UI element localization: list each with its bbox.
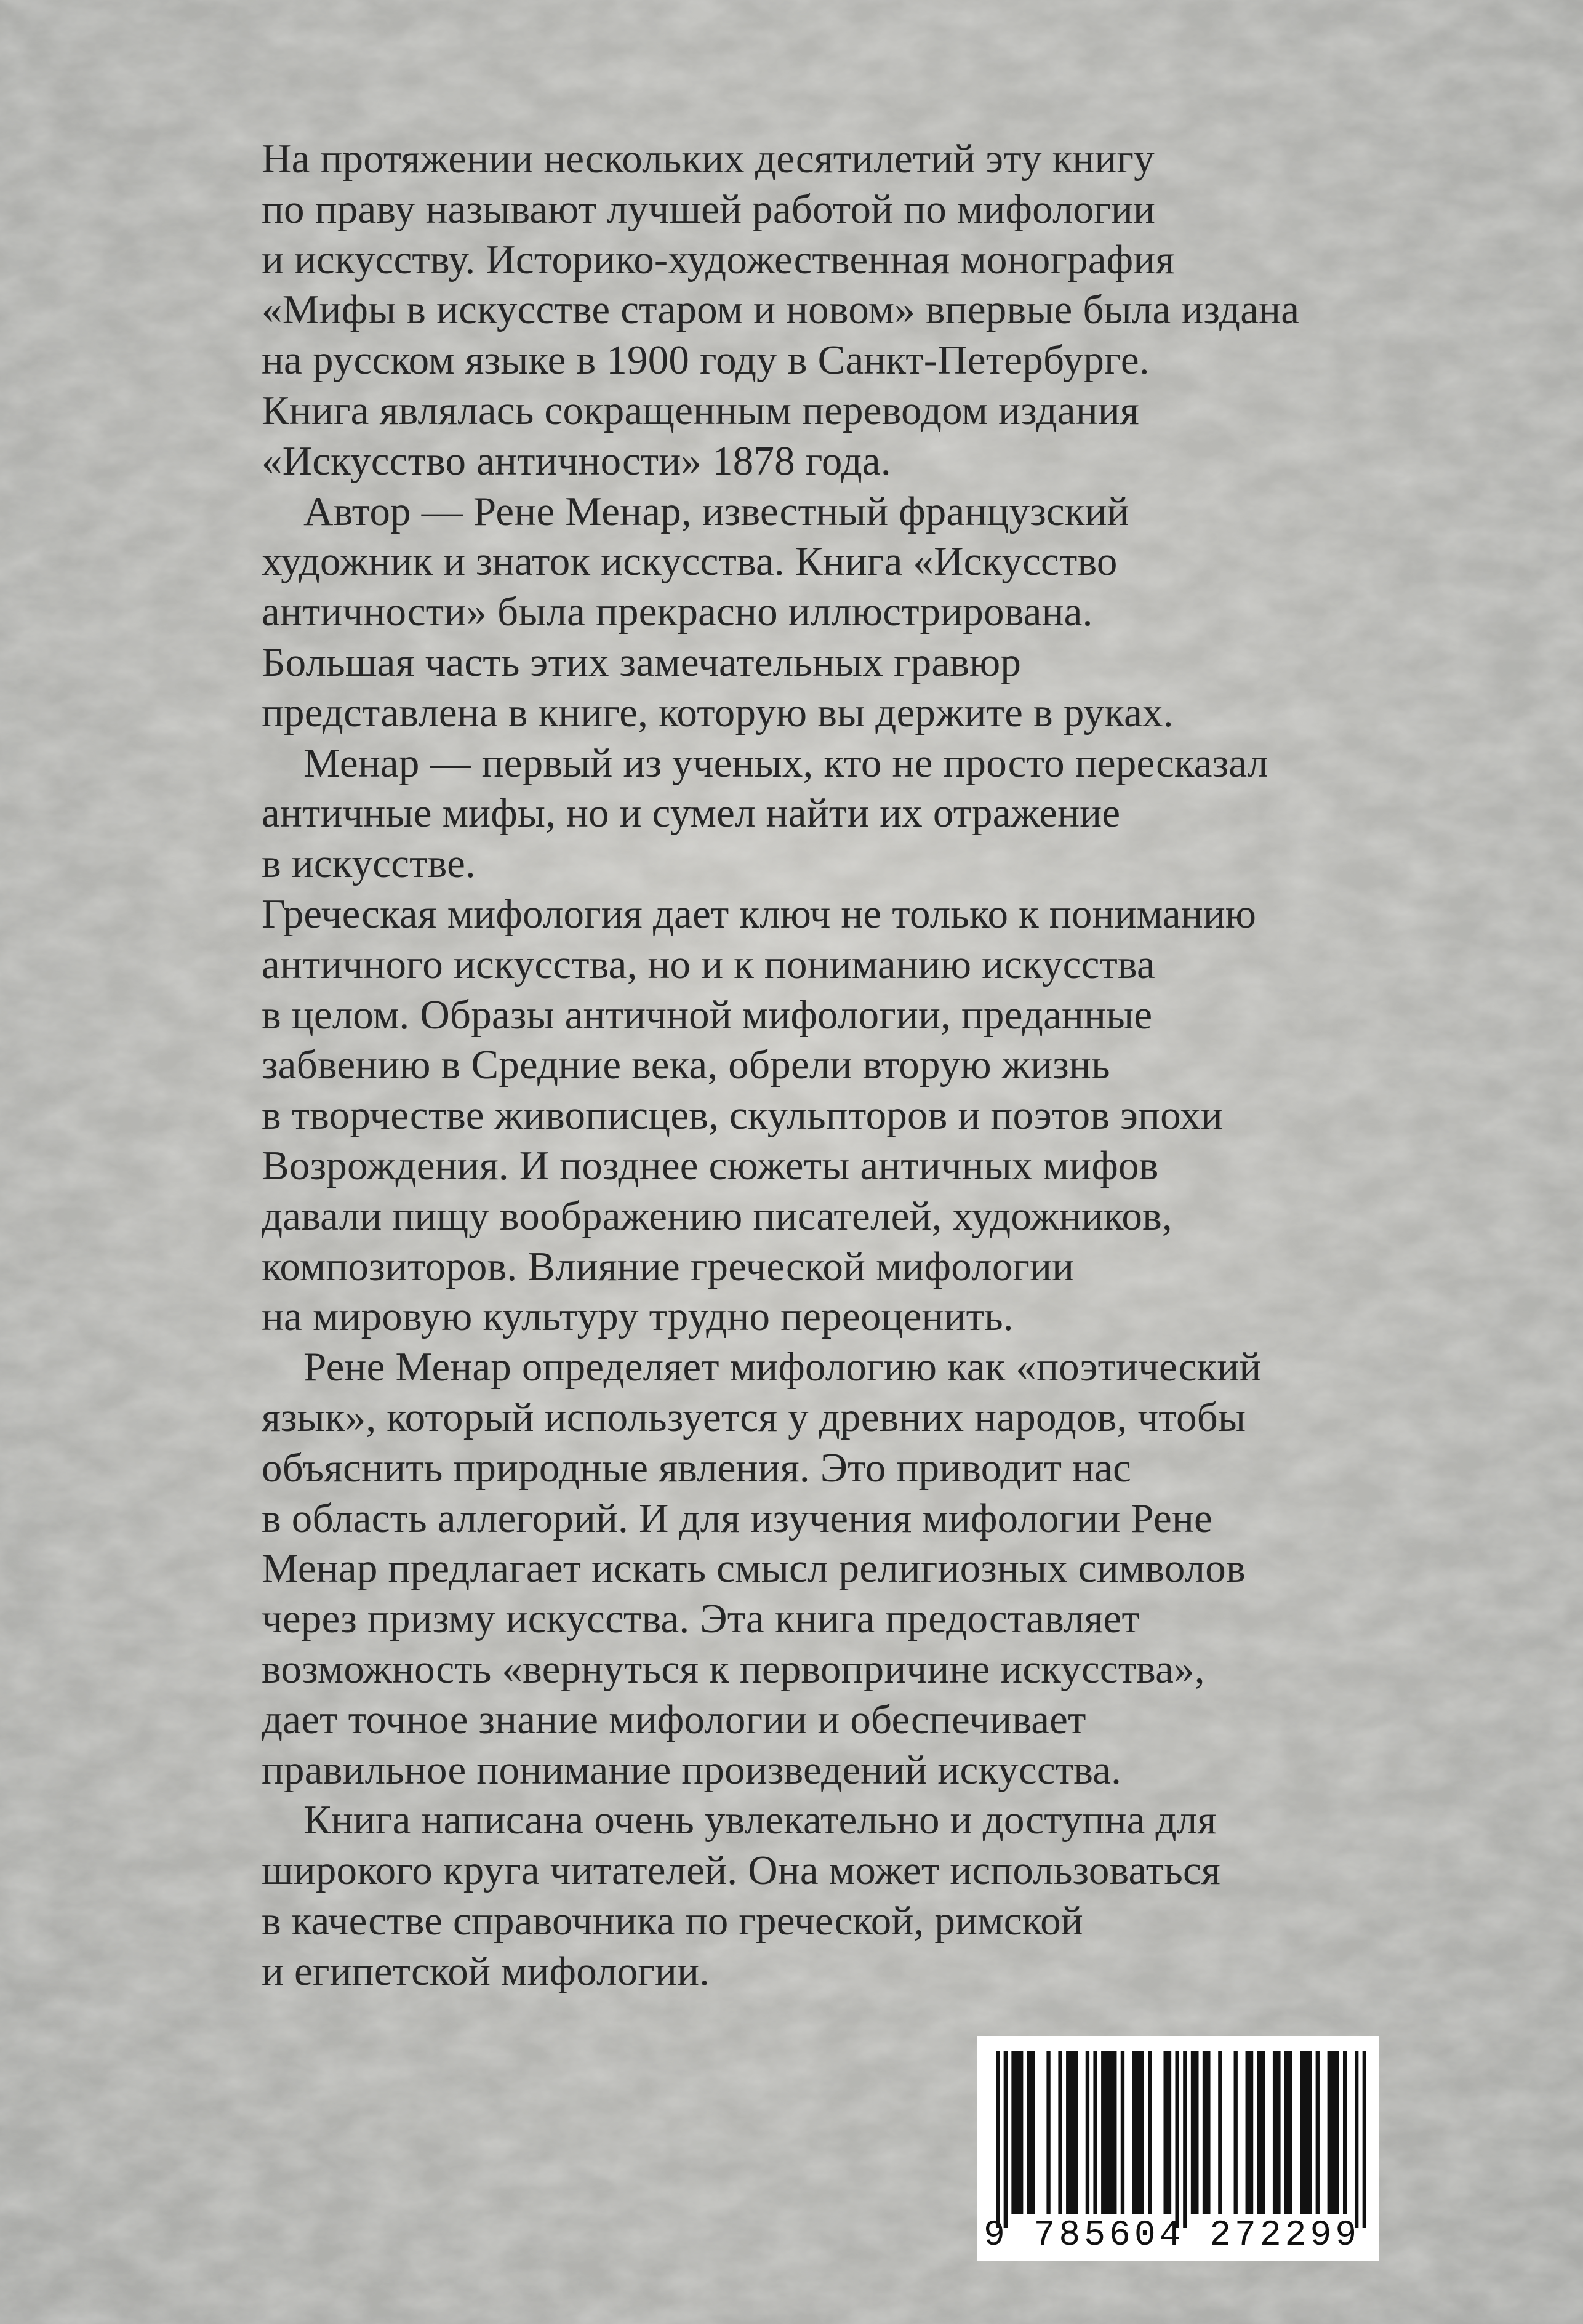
text-line: в искусстве. (262, 841, 476, 887)
text-line: Книга являлась сокращенным переводом издания (262, 387, 1139, 433)
barcode-guard-bar (1183, 2051, 1187, 2228)
barcode-bar (1191, 2051, 1199, 2214)
text-line: античности» была прекрасно иллюстрирована. (262, 589, 1093, 635)
text-line: композиторов. Влияние греческой мифологии (262, 1243, 1075, 1289)
isbn-number: 9 785604 272299 (984, 2216, 1361, 2256)
text-line: Менар предлагает искать смысл религиозных символов (262, 1545, 1246, 1592)
text-line: в качестве справочника по греческой, римской (262, 1897, 1083, 1944)
barcode-bar (1148, 2051, 1152, 2214)
barcode-bar (1011, 2051, 1023, 2214)
barcode-guard-bar (1355, 2051, 1358, 2228)
barcode-bar (1046, 2051, 1050, 2214)
text-line: на мировую культуру трудно переоценить. (262, 1294, 1014, 1340)
text-line: давали пищу воображению писателей, художников, (262, 1193, 1172, 1239)
text-line: в целом. Образы античной мифологии, преданные (262, 992, 1153, 1038)
barcode-bar (1343, 2051, 1347, 2214)
text-line: и египетской мифологии. (262, 1948, 710, 1994)
barcode-guard-bar (1175, 2051, 1179, 2228)
text-line: возможность «вернуться к первопричине искусства», (262, 1646, 1205, 1692)
text-line: правильное понимание произведений искусства. (262, 1747, 1122, 1793)
barcode-bar (1273, 2051, 1281, 2214)
text-line: язык», который используется у древних народов, чтобы (262, 1394, 1246, 1440)
text-line: широкого круга читателей. Она может использоваться (262, 1848, 1220, 1894)
text-line: по праву называют лучшей работой по мифологии (262, 186, 1156, 232)
barcode-bar (1218, 2051, 1222, 2214)
text-line: Возрождения. И позднее сюжеты античных мифов (262, 1142, 1159, 1188)
barcode-bar (1257, 2051, 1265, 2214)
text-line: и искусству. Историко-художественная монография (262, 236, 1175, 282)
text-line: представлена в книге, которую вы держите в руках. (262, 689, 1174, 735)
text-line: античные мифы, но и сумел найти их отражение (262, 790, 1121, 836)
text-line: Автор — Рене Менар, известный французский (303, 488, 1129, 534)
text-line: на русском языке в 1900 году в Санкт-Петербурге. (262, 337, 1150, 383)
text-line: объяснить природные явления. Это приводит нас (262, 1444, 1132, 1491)
barcode-guard-bar (1363, 2051, 1366, 2228)
text-line: в творчестве живописцев, скульпторов и поэтов эпохи (262, 1092, 1223, 1139)
text-line: античного искусства, но и к пониманию искусства (262, 941, 1155, 987)
barcode-bar (1163, 2051, 1171, 2214)
text-line: На протяжении нескольких десятилетий эту книгу (262, 136, 1155, 182)
barcode-bar (1203, 2051, 1211, 2214)
barcode-bar (1058, 2051, 1062, 2214)
barcode-bar (1121, 2051, 1124, 2214)
text-line: Большая часть этих замечательных гравюр (262, 639, 1022, 685)
barcode-bar (1246, 2051, 1254, 2214)
barcode-guard-bar (996, 2051, 1000, 2228)
text-line: Книга написана очень увлекательно и доступна для (303, 1797, 1217, 1843)
text-line: художник и знаток искусства. Книга «Искусство (262, 539, 1118, 585)
barcode-bar (1093, 2051, 1097, 2214)
text-line: дает точное знание мифологии и обеспечивает (262, 1696, 1086, 1742)
barcode-bar (1316, 2051, 1320, 2214)
text-line: «Мифы в искусстве старом и новом» впервые была издана (262, 287, 1300, 333)
text-line: «Искусство античности» 1878 года. (262, 438, 891, 484)
text-line: Менар — первый из ученых, кто не просто пересказал (303, 740, 1268, 786)
barcode-bar (1086, 2051, 1089, 2214)
text-line: Рене Менар определяет мифологию как «поэтический (303, 1344, 1262, 1390)
barcode-bar (1066, 2051, 1078, 2214)
barcode-bar (1132, 2051, 1144, 2214)
text-line: в область аллегорий. И для изучения мифологии Рене (262, 1495, 1212, 1541)
text-line: забвению в Средние века, обрели вторую жизнь (262, 1042, 1110, 1088)
barcode-bar (1328, 2051, 1339, 2214)
barcode-guard-bar (1004, 2051, 1008, 2228)
description-text (262, 134, 1431, 1997)
text-line: Греческая мифология дает ключ не только к пониманию (262, 891, 1257, 937)
barcode-bar (1101, 2051, 1116, 2214)
barcode-bar (1300, 2051, 1312, 2214)
barcode-bar (1234, 2051, 1238, 2214)
barcode-bar (1027, 2051, 1035, 2214)
text-line: через призму искусства. Эта книга предоставляет (262, 1596, 1140, 1642)
isbn-barcode (977, 2036, 1379, 2261)
barcode-bar (1284, 2051, 1292, 2214)
